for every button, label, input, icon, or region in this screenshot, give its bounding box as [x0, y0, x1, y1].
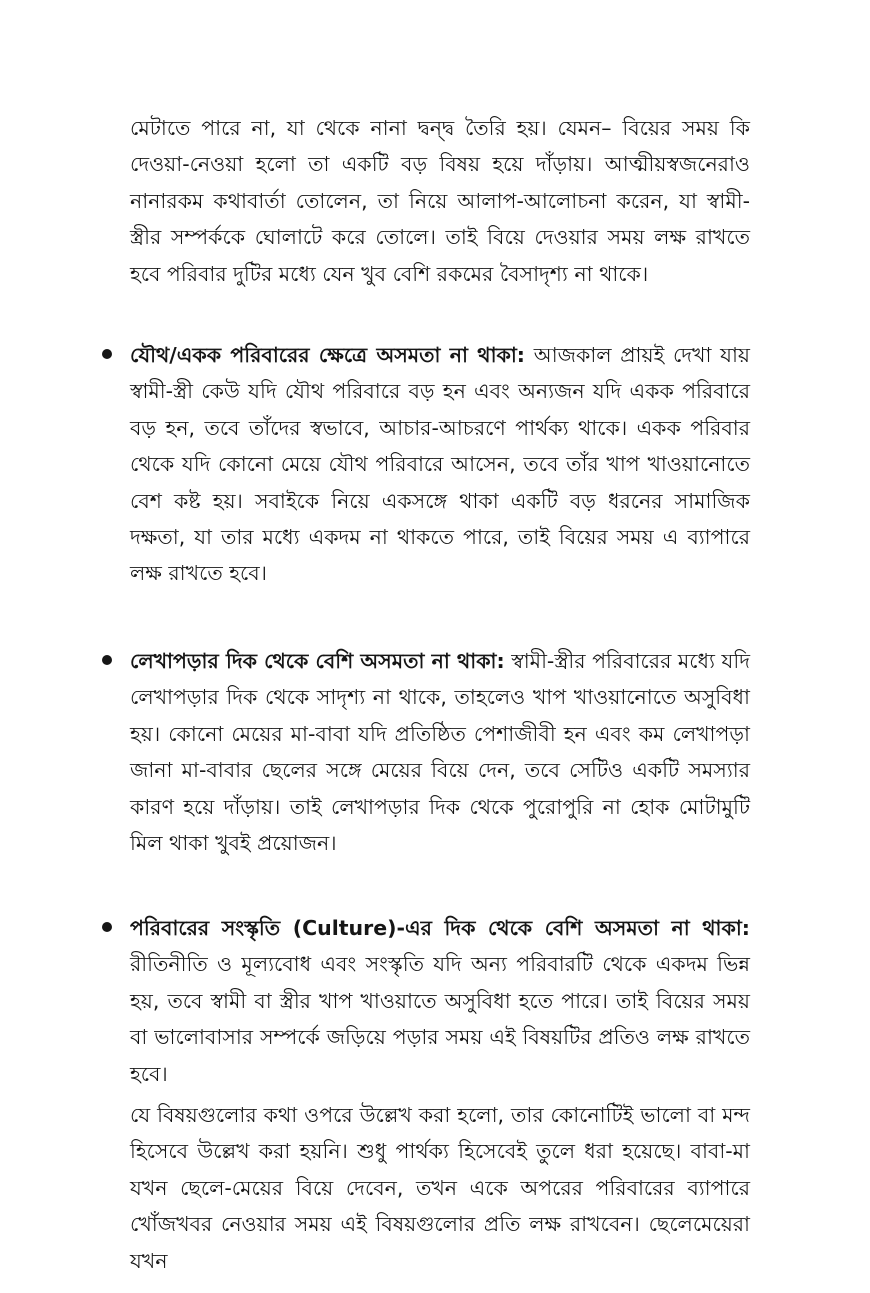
- list-item-heading: পরিবারের সংস্কৃতি (Culture)-এর দিক থেকে বেশি অসমতা না থাকা:: [130, 916, 750, 940]
- list-item-body: স্বামী-স্ত্রীর পরিবারের মধ্যে যদি লেখাপড়ার দিক থেকে সাদৃশ্য না থাকে, তাহলেও খাপ খাওয়ানোতে অসুবিধা হয়। কোনো মেয়ের মা-বাবা যদি প্রতিষ্ঠিত পেশাজীবী হন এবং কম লেখাপড়া জানা মা-বাবার ছেলের সঙ্গে মেয়ের বিয়ে দেন, তবে সেটিও একটি সমস্যার কারণ হয়ে দাঁড়ায়। তাই লেখাপড়ার দিক থেকে পুরোপুরি না হোক মোটামুটি মিল থাকা খুবই প্রয়োজন।: [130, 649, 750, 856]
- paragraph-closing: [130, 1097, 750, 1279]
- list-item-joint-nuclear-family: [130, 337, 750, 592]
- list-item-body: আজকাল প্রায়ই দেখা যায় স্বামী-স্ত্রী কেউ যদি যৌথ পরিবারে বড় হন এবং অন্যজন যদি একক পরিবারে বড় হন, তবে তাঁদের স্বভাবে, আচার-আচরণে পার্থক্য থাকে। একক পরিবার থেকে যদি কোনো মেয়ে যৌথ পরিবারে আসেন, তবে তাঁর খাপ খাওয়ানোতে বেশ কষ্ট হয়। সবাইকে নিয়ে একসঙ্গে থাকা একটি বড় ধরনের সামাজিক দক্ষতা, যা তার মধ্যে একদম না থাকতে পারে, তাই বিয়ের সময় এ ব্যাপারে লক্ষ রাখতে হবে।: [130, 343, 750, 586]
- paragraph-opening-text: মেটাতে পারে না, যা থেকে নানা দ্বন্দ্ব তৈরি হয়। যেমন– বিয়ের সময় কি দেওয়া-নেওয়া হলো তা একটি বড় বিষয় হয়ে দাঁড়ায়। আত্মীয়স্বজনেরাও নানারকম কথাবার্তা তোলেন, তা নিয়ে আলাপ-আলোচনা করেন, যা স্বামী-স্ত্রীর সম্পর্ককে ঘোলাটে করে তোলে। তাই বিয়ে দেওয়ার সময় লক্ষ রাখতে হবে পরিবার দুটির মধ্যে যেন খুব বেশি রকমের বৈসাদৃশ্য না থাকে।: [130, 116, 750, 286]
- bullet-icon: [102, 922, 112, 932]
- bullet-icon: [102, 349, 112, 359]
- list-item-body: রীতিনীতি ও মূল্যবোধ এবং সংস্কৃতি যদি অন্য পরিবারটি থেকে একদম ভিন্ন হয়, তবে স্বামী বা স্ত্রীর খাপ খাওয়াতে অসুবিধা হতে পারে। তাই বিয়ের সময় বা ভালোবাসার সম্পর্কে জড়িয়ে পড়ার সময় এই বিষয়টির প্রতিও লক্ষ রাখতে হবে।: [130, 952, 750, 1086]
- paragraph-opening: [130, 110, 750, 292]
- bullet-icon: [102, 655, 112, 665]
- list-item-heading: যৌথ/একক পরিবারের ক্ষেত্রে অসমতা না থাকা:: [130, 343, 525, 367]
- list-item-heading: লেখাপড়ার দিক থেকে বেশি অসমতা না থাকা:: [130, 649, 505, 673]
- list-item-family-culture: [130, 910, 750, 1092]
- list-item-education: [130, 643, 750, 861]
- paragraph-closing-text: যে বিষয়গুলোর কথা ওপরে উল্লেখ করা হলো, তার কোনোটিই ভালো বা মন্দ হিসেবে উল্লেখ করা হয়নি। শুধু পার্থক্য হিসেবেই তুলে ধরা হয়েছে। বাবা-মা যখন ছেলে-মেয়ের বিয়ে দেবেন, তখন একে অপরের পরিবারের ব্যাপারে খোঁজখবর নেওয়ার সময় এই বিষয়গুলোর প্রতি লক্ষ রাখবেন। ছেলেমেয়েরা যখন: [130, 1103, 750, 1273]
